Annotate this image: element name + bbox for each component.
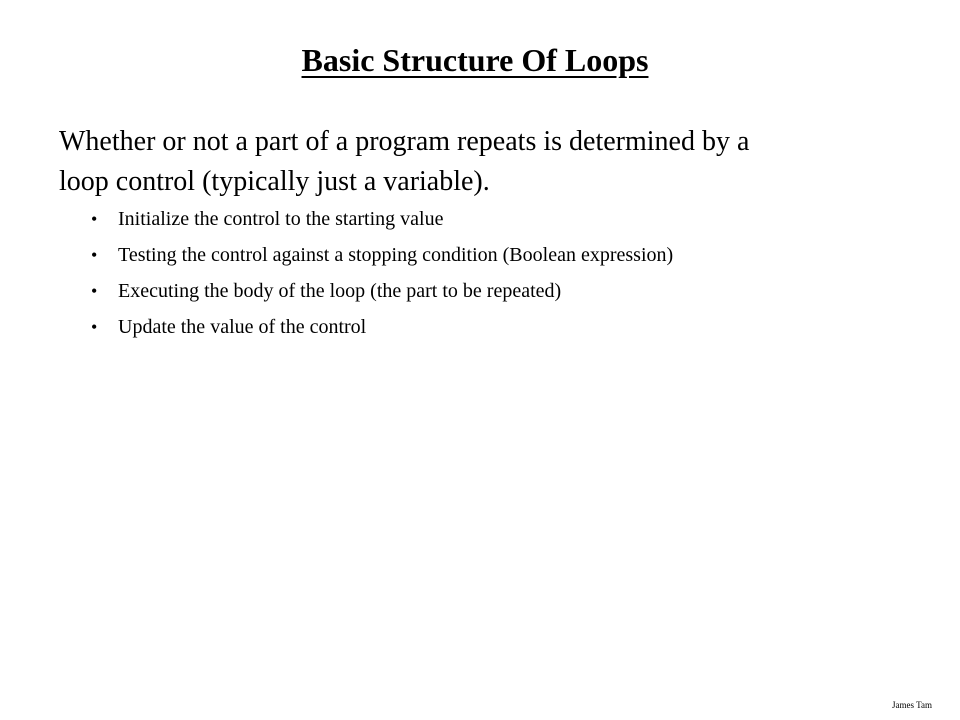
bullet-text: Update the value of the control	[118, 316, 367, 338]
bullet-text: Initialize the control to the starting value	[118, 208, 444, 230]
intro-line-2: loop control (typically just a variable).	[59, 166, 490, 197]
bullet-list	[91, 201, 891, 345]
intro-line-1: Whether or not a part of a program repeats is determined by a	[59, 126, 750, 157]
bullet-text: Testing the control against a stopping condition (Boolean expression)	[118, 244, 674, 266]
bullet-icon: •	[91, 317, 98, 337]
bullet-icon: •	[91, 281, 98, 301]
bullet-icon: •	[91, 209, 98, 229]
intro-paragraph	[59, 122, 899, 202]
bullet-icon: •	[91, 245, 98, 265]
bullet-item-update	[91, 309, 891, 345]
footer-author: James Tam	[892, 700, 932, 710]
bullet-item-initialize	[91, 201, 891, 237]
slide-title: Basic Structure Of Loops	[301, 42, 649, 78]
bullet-text: Executing the body of the loop (the part to be repeated)	[118, 280, 562, 302]
bullet-item-testing	[91, 237, 891, 273]
bullet-item-executing	[91, 273, 891, 309]
